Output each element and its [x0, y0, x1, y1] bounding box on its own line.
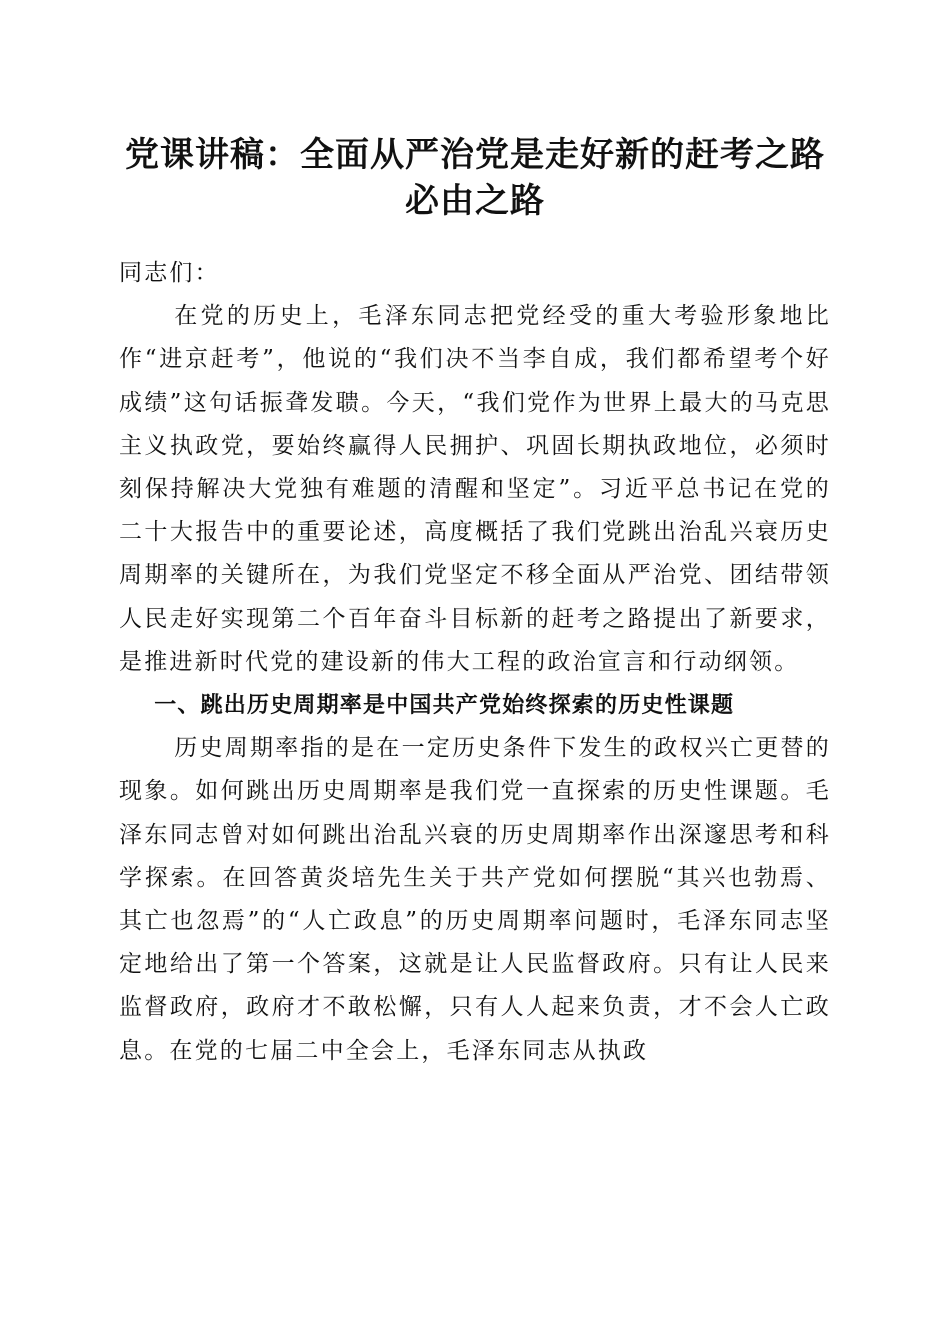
- document-title: [100, 132, 850, 224]
- salutation: 同志们：: [119, 260, 220, 286]
- document-body: [119, 252, 831, 1073]
- intro-paragraph: 在党的历史上，毛泽东同志把党经受的重大考验形象地比作“进京赶考”，他说的“我们决不当李自成，我们都希望考个好成绩”这句话振聋发聩。今天，“我们党作为世界上最大的马克思主义执政党，要始终赢得人民拥护、巩固长期执政地位，必须时刻保持解决大党独有难题的清醒和坚定”。习近平总书记在党的二十大报告中的重要论述，高度概括了我们党跳出治乱兴衰历史周期率的关键所在，为我们党坚定不移全面从严治党、团结带领人民走好实现第二个百年奋斗目标新的赶考之路提出了新要求，是推进新时代党的建设新的伟大工程的政治宣言和行动纲领。: [119, 303, 831, 675]
- section-heading-1: 一、跳出历史周期率是中国共产党始终探索的历史性课题: [154, 693, 735, 719]
- section-1-paragraph: 历史周期率指的是在一定历史条件下发生的政权兴亡更替的现象。如何跳出历史周期率是我们党一直探索的历史性课题。毛泽东同志曾对如何跳出治乱兴衰的历史周期率作出深邃思考和科学探索。在回答黄炎培先生关于共产党如何摆脱“其兴也勃焉、其亡也忽焉”的“人亡政息”的历史周期率问题时，毛泽东同志坚定地给出了第一个答案，这就是让人民监督政府。只有让人民来监督政府，政府才不敢松懈，只有人人起来负责，才不会人亡政息。在党的七届二中全会上，毛泽东同志从执政: [119, 735, 831, 1064]
- title-line-1: 党课讲稿：全面从严治党是走好新的赶考之路: [125, 135, 825, 175]
- title-line-2: 必由之路: [405, 181, 545, 221]
